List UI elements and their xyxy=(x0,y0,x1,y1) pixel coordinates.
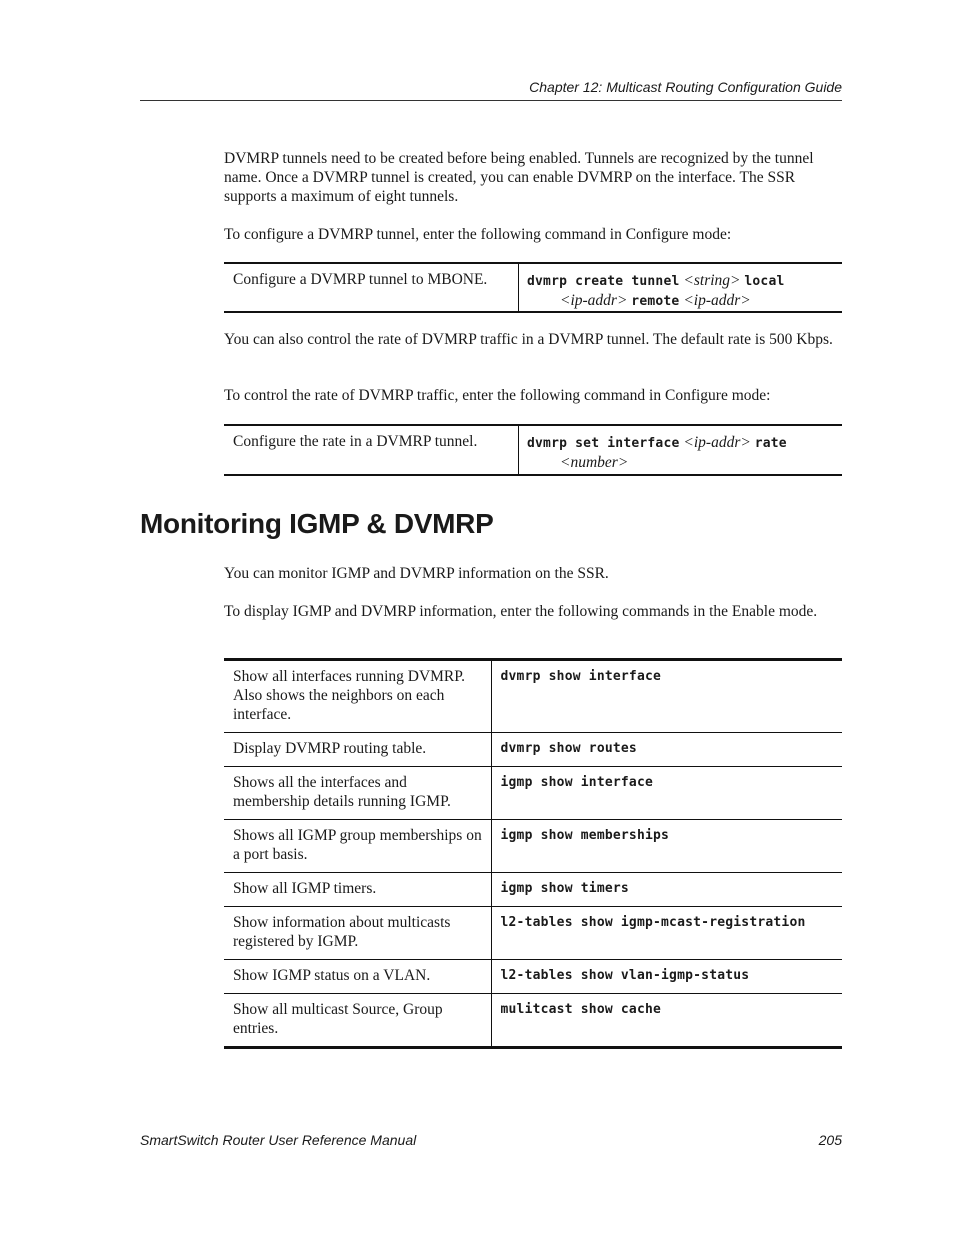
command-description: Show all interfaces running DVMRP. Also shows the neighbors on each interface. xyxy=(224,660,491,733)
table-row xyxy=(224,820,842,873)
table-row xyxy=(224,994,842,1048)
command-text: l2-tables show vlan-igmp-status xyxy=(491,960,842,994)
intro-paragraph: DVMRP tunnels need to be created before being enabled. Tunnels are recognized by the tunnel name. Once a DVMRP tunnel is created, you can enable DVMRP on the interface. The SSR supports a maximum of eight tunnels. xyxy=(224,150,814,205)
command-argument: <ip-addr> xyxy=(683,292,751,309)
rate-paragraph: You can also control the rate of DVMRP traffic in a DVMRP tunnel. The default rate is 500 Kbps. xyxy=(224,331,833,348)
command-text: dvmrp show interface xyxy=(491,660,842,733)
command-argument: <ip-addr> xyxy=(560,292,628,309)
footer-manual-title: SmartSwitch Router User Reference Manual xyxy=(140,1132,417,1148)
table-row xyxy=(224,960,842,994)
command-description: Display DVMRP routing table. xyxy=(224,733,491,767)
command-text: igmp show memberships xyxy=(491,820,842,873)
command-description: Show all multicast Source, Group entries. xyxy=(224,994,491,1048)
configure-tunnel-instruction: To configure a DVMRP tunnel, enter the following command in Configure mode: xyxy=(224,226,732,243)
rate-command-description: Configure the rate in a DVMRP tunnel. xyxy=(224,426,519,474)
monitoring-instruction: To display IGMP and DVMRP information, enter the following commands in the Enable mode. xyxy=(224,603,818,620)
rate-command-table xyxy=(224,424,842,476)
command-text: l2-tables show igmp-mcast-registration xyxy=(491,907,842,960)
table-row xyxy=(224,767,842,820)
command-description: Show IGMP status on a VLAN. xyxy=(224,960,491,994)
table-row xyxy=(224,873,842,907)
command-keyword: rate xyxy=(754,436,787,451)
monitoring-command-table xyxy=(224,658,842,1049)
command-keyword: dvmrp set interface xyxy=(527,436,680,451)
table-row xyxy=(224,907,842,960)
command-argument: <ip-addr> xyxy=(683,434,751,451)
tunnel-command-description: Configure a DVMRP tunnel to MBONE. xyxy=(224,264,519,311)
page-number: 205 xyxy=(818,1132,842,1148)
command-description: Show all IGMP timers. xyxy=(224,873,491,907)
command-keyword: remote xyxy=(631,294,680,309)
command-argument: <string> xyxy=(683,272,741,289)
command-text: dvmrp show routes xyxy=(491,733,842,767)
command-keyword: dvmrp create tunnel xyxy=(527,274,680,289)
command-text: igmp show timers xyxy=(491,873,842,907)
tunnel-command-table xyxy=(224,262,842,313)
command-description: Show information about multicasts registered by IGMP. xyxy=(224,907,491,960)
command-description: Shows all the interfaces and membership details running IGMP. xyxy=(224,767,491,820)
table-row xyxy=(224,733,842,767)
command-description: Shows all IGMP group memberships on a port basis. xyxy=(224,820,491,873)
tunnel-command-syntax xyxy=(519,264,842,311)
monitoring-intro: You can monitor IGMP and DVMRP information on the SSR. xyxy=(224,565,609,582)
command-text: igmp show interface xyxy=(491,767,842,820)
command-keyword: local xyxy=(744,274,785,289)
table-row xyxy=(224,660,842,733)
command-argument: <number> xyxy=(560,454,629,471)
command-text: mulitcast show cache xyxy=(500,1002,662,1017)
running-header: Chapter 12: Multicast Routing Configuration Guide xyxy=(140,79,842,101)
rate-instruction: To control the rate of DVMRP traffic, enter the following command in Configure mode: xyxy=(224,387,771,404)
section-title: Monitoring IGMP & DVMRP xyxy=(140,508,494,539)
rate-command-syntax xyxy=(519,426,842,474)
